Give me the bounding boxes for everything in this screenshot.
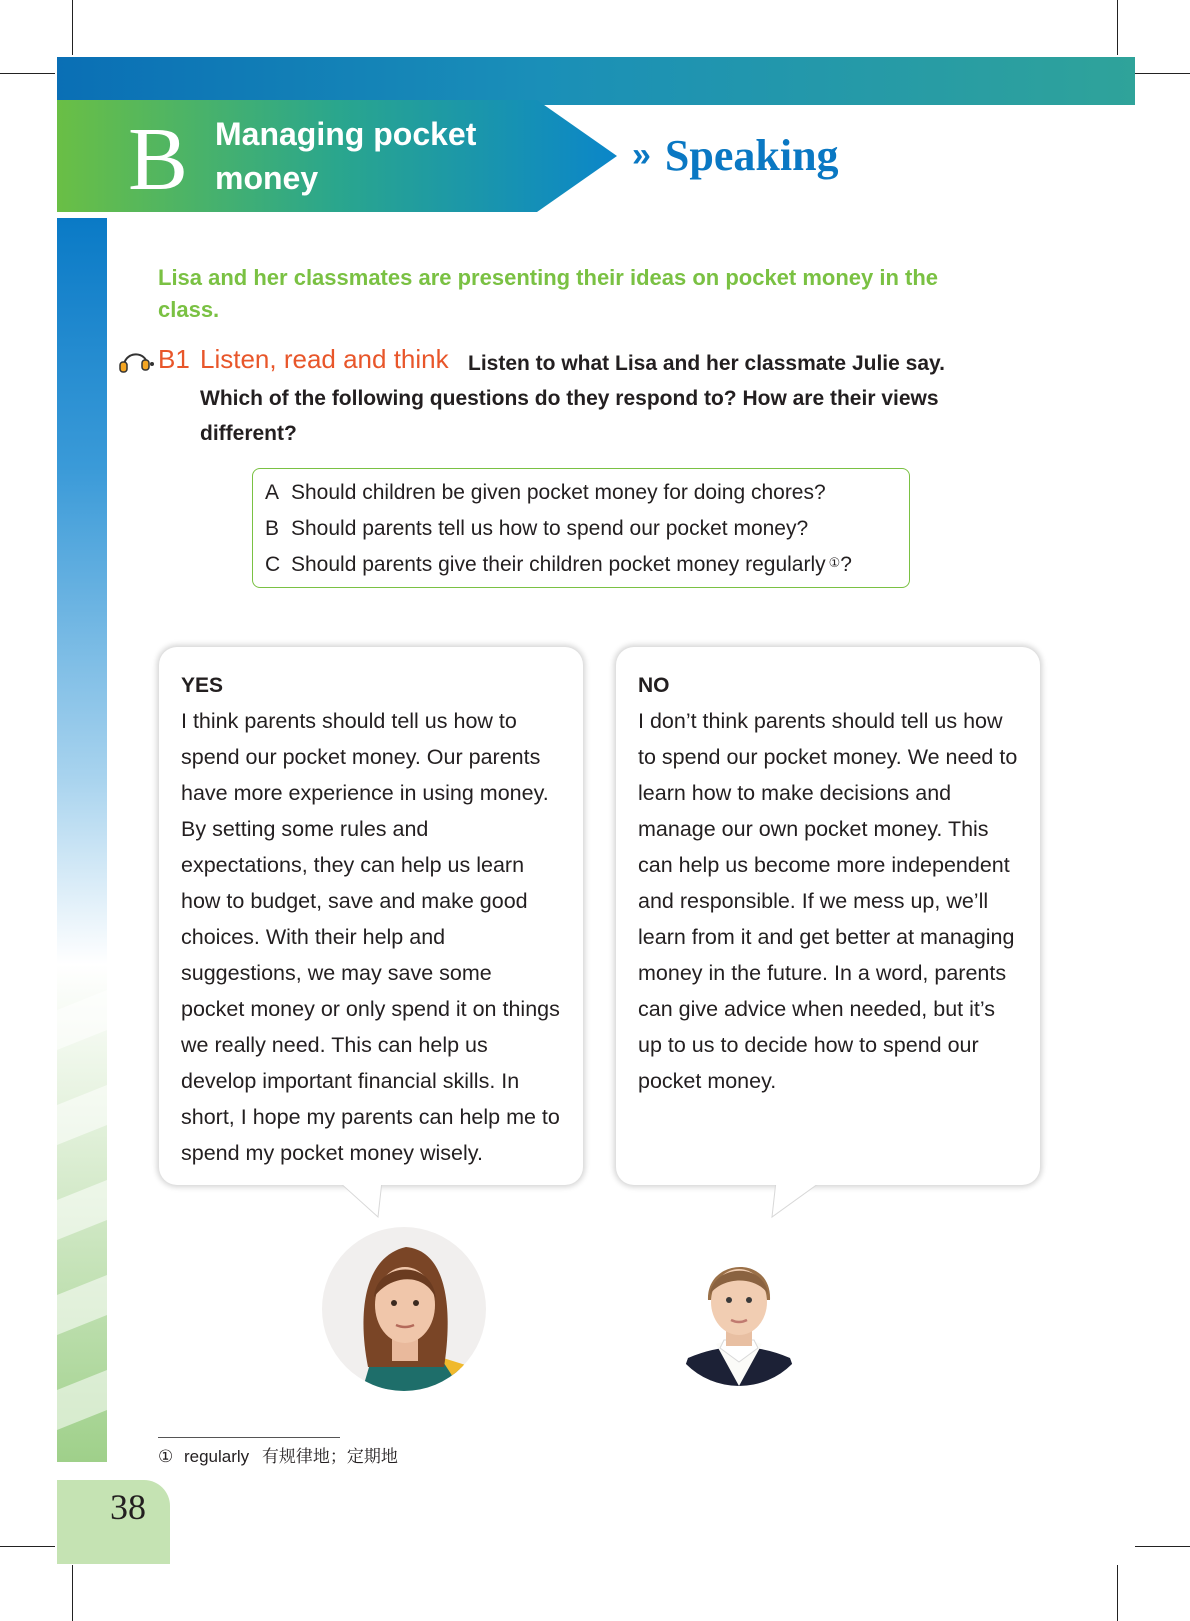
crop-mark — [0, 1546, 55, 1547]
question-box — [252, 468, 910, 588]
skill-label: Speaking — [664, 131, 839, 180]
footnote-gloss: 有规律地；定期地 — [261, 1447, 398, 1467]
question-item — [265, 511, 909, 547]
side-color-bar — [57, 218, 107, 1462]
question-key: B — [265, 517, 280, 540]
question-text: Should parents tell us how to spend our pocket money? — [291, 517, 809, 540]
section-letter: B — [128, 110, 189, 209]
footnote-term: regularly — [183, 1447, 250, 1466]
double-chevron-icon: » — [632, 136, 645, 174]
crop-mark — [1117, 1565, 1118, 1621]
bubble-tail-no — [770, 1181, 830, 1221]
view-text-no: I don’t think parents should tell us how to spend our pocket money. We need to learn how to make decisions and manage our own pocket money. This can help us become more independent and responsible. If we mess up, we’ll learn from it and get better at managing money in the future. In a word, parents can give advice when needed, but it’s up to us to decide how to spend our pocket money. — [638, 709, 1018, 1093]
task-instruction: Listen to what Lisa and her classmate Julie say. Which of the following questions do they respond to? How are their views different? — [200, 352, 945, 445]
speech-bubble-yes — [159, 647, 583, 1185]
crop-mark — [1135, 73, 1190, 74]
skill-heading — [632, 130, 839, 181]
headphones-icon — [118, 348, 156, 374]
question-key: A — [265, 481, 280, 504]
avatar-julie — [664, 1236, 814, 1386]
top-header-bar — [57, 57, 1135, 105]
bubble-tail-yes — [338, 1181, 388, 1221]
footnote-rule — [158, 1437, 340, 1438]
question-text — [291, 547, 852, 583]
speech-bubble-no — [616, 647, 1040, 1185]
girl-portrait-image — [664, 1236, 814, 1386]
view-text-yes: I think parents should tell us how to spend our pocket money. Our parents have more experience in using money. By setting some rules and expectations, they can help us learn how to budget, save and make good choices. With their help and suggestions, we may save some pocket money or only spend it on things we really need. This can help us develop important financial skills. In short, I hope my parents can help me to spend my pocket money wisely. — [181, 709, 560, 1165]
girl-portrait-image — [322, 1227, 486, 1391]
section-title: Managing pocket money — [215, 116, 477, 196]
footnote — [158, 1442, 398, 1467]
question-key: C — [265, 553, 281, 576]
page-number: 38 — [110, 1487, 146, 1527]
task-title: Listen, read and think — [200, 344, 449, 374]
question-text-main: Should parents give their children pocket money regularly — [291, 553, 826, 576]
crop-mark — [72, 1565, 73, 1621]
view-heading-yes: YES — [181, 674, 224, 697]
crop-mark — [72, 0, 73, 55]
question-text: Should children be given pocket money for doing chores? — [291, 481, 826, 504]
crop-mark — [0, 73, 55, 74]
task-number: B1 — [158, 344, 190, 374]
crop-mark — [1117, 0, 1118, 55]
question-item — [265, 475, 909, 511]
footnote-mark: ① — [158, 1447, 174, 1466]
view-heading-no: NO — [638, 674, 670, 697]
question-item — [265, 547, 909, 583]
crop-mark — [1135, 1546, 1190, 1547]
intro-text: Lisa and her classmates are presenting their ideas on pocket money in the class. — [158, 265, 939, 322]
footnote-mark: ① — [828, 555, 841, 570]
avatar-lisa — [322, 1227, 486, 1391]
question-end: ? — [840, 553, 852, 576]
